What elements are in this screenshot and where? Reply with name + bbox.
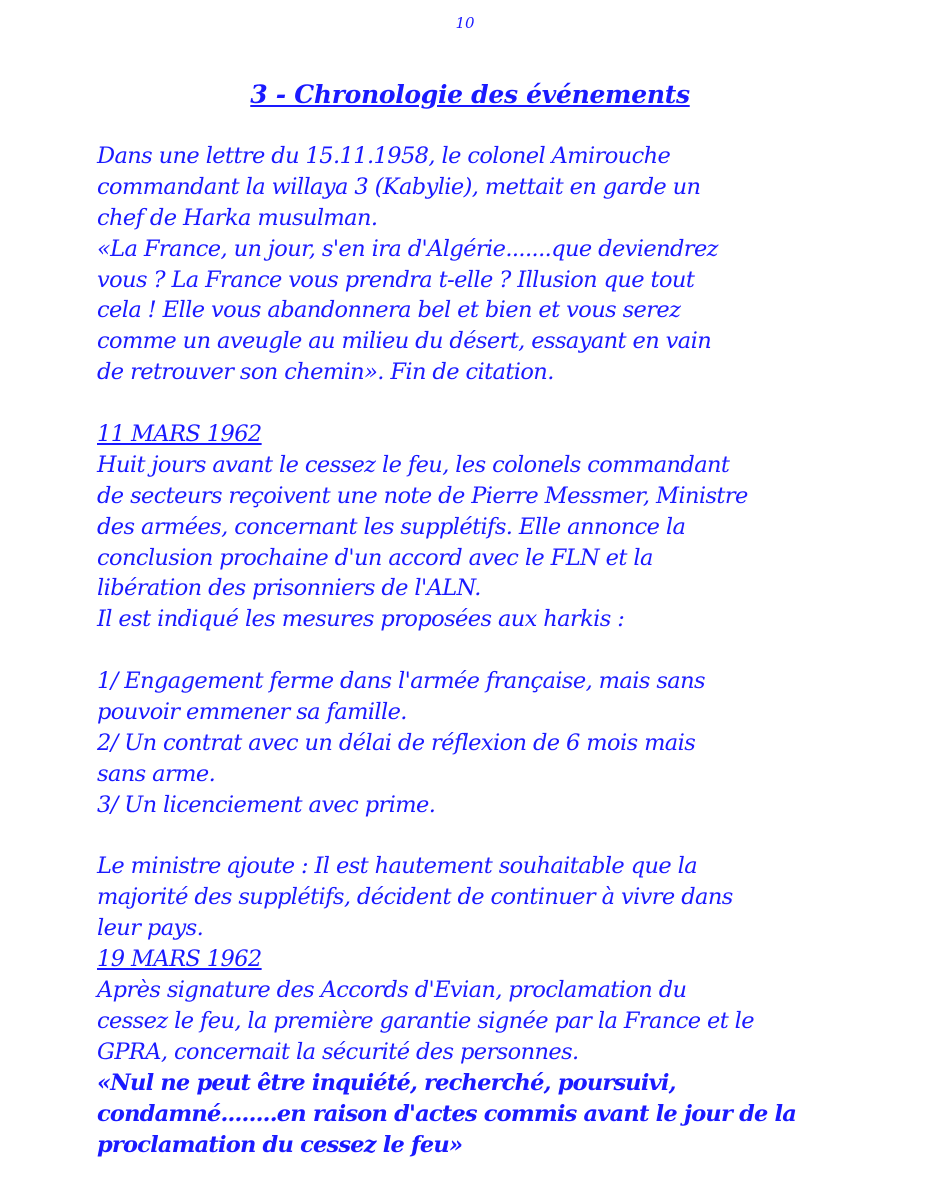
section-19-mars-1962 (97, 944, 897, 1160)
page-number: 10 (455, 14, 475, 32)
text-line: Il est indiqué les mesures proposées aux harkis : (97, 606, 625, 633)
measure-item: 2/ Un contrat avec un délai de réflexion de 6 mois mais (97, 729, 696, 756)
text-line: Huit jours avant le cessez le feu, les colonels commandant (97, 451, 730, 478)
text-line: de secteurs reçoivent une note de Pierre Messmer, Ministre (97, 482, 748, 509)
bold-quote-line: proclamation du cessez le feu» (97, 1131, 463, 1158)
measure-item: sans arme. (97, 760, 216, 787)
spacer (97, 821, 897, 852)
section-11-mars-1962 (97, 419, 897, 944)
date-heading: 19 MARS 1962 (97, 946, 262, 973)
intro-paragraph (97, 141, 897, 388)
text-line: des armées, concernant les supplétifs. Elle annonce la (97, 513, 686, 540)
measure-item: 3/ Un licenciement avec prime. (97, 791, 436, 818)
text-line: majorité des supplétifs, décident de continuer à vivre dans (97, 884, 733, 911)
quote-line: vous ? La France vous prendra t-elle ? Illusion que tout (97, 266, 695, 293)
quote-line: de retrouver son chemin». Fin de citation. (97, 359, 554, 386)
bold-quote-line: «Nul ne peut être inquiété, recherché, poursuivi, (97, 1069, 676, 1096)
text-line: Le ministre ajoute : Il est hautement souhaitable que la (97, 853, 698, 880)
bold-quote-line: condamné........en raison d'actes commis avant le jour de la (97, 1100, 797, 1127)
measure-item: pouvoir emmener sa famille. (97, 699, 407, 726)
text-line: leur pays. (97, 915, 204, 942)
quote-line: cela ! Elle vous abandonnera bel et bien et vous serez (97, 297, 681, 324)
spacer (97, 635, 897, 666)
text-line: Dans une lettre du 15.11.1958, le colonel Amirouche (97, 143, 671, 169)
document-body (97, 141, 897, 1160)
text-line: Après signature des Accords d'Evian, proclamation du (97, 977, 687, 1004)
text-line: GPRA, concernait la sécurité des personnes. (97, 1038, 579, 1065)
date-heading: 11 MARS 1962 (97, 421, 262, 448)
section-title: 3 - Chronologie des événements (250, 80, 690, 109)
text-line: cessez le feu, la première garantie signée par la France et le (97, 1007, 754, 1034)
spacer (97, 388, 897, 419)
quote-line: «La France, un jour, s'en ira d'Algérie.......que deviendrez (97, 235, 718, 262)
measure-item: 1/ Engagement ferme dans l'armée française, mais sans (97, 668, 705, 695)
text-line: libération des prisonniers de l'ALN. (97, 575, 481, 602)
text-line: commandant la willaya 3 (Kabylie), mettait en garde un (97, 173, 701, 200)
text-line: chef de Harka musulman. (97, 204, 378, 231)
quote-line: comme un aveugle au milieu du désert, essayant en vain (97, 328, 712, 355)
measures-list (97, 666, 897, 820)
text-line: conclusion prochaine d'un accord avec le FLN et la (97, 544, 653, 571)
